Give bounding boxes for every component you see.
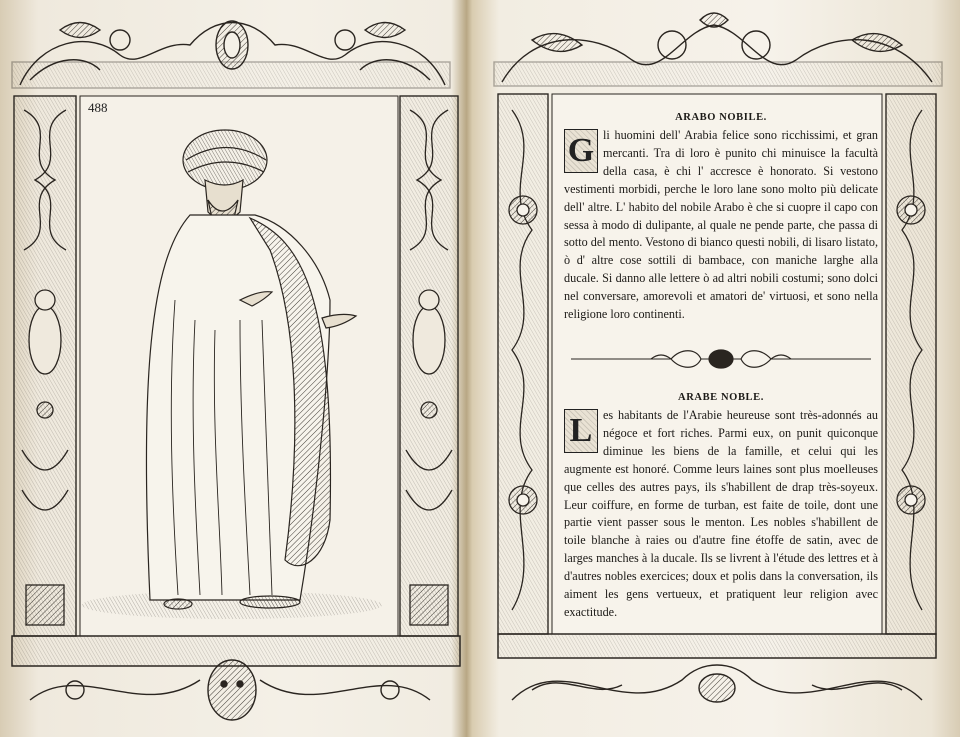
- section-divider-ornament: [571, 348, 871, 370]
- right-page-left-column: [498, 94, 548, 634]
- right-pilaster: [400, 96, 458, 636]
- text-panel: [564, 112, 878, 622]
- italian-heading: ARABO NOBILE.: [675, 112, 767, 123]
- bottom-mask-ornament: [12, 636, 460, 720]
- french-paragraph: [564, 407, 878, 622]
- bottom-scroll-ornament: [498, 634, 936, 702]
- left-ornamental-frame: [0, 0, 468, 737]
- italian-drop-cap: G: [564, 129, 598, 173]
- right-page-right-column: [886, 94, 936, 634]
- right-page: [472, 0, 960, 737]
- french-heading: ARABE NOBLE.: [678, 391, 764, 403]
- french-text: es habitants de l'Arabie heureuse sont très-adonnés au négoce et fort riches. Parmi eux, on punit quiconque diminue les biens de la famille, et celui qui les augmente est honoré. Comme leurs laines sont plus moelleuses que celles des autres pays, ils s'habillent de drap très-soyeux. Leur coiffure, en forme de turban, est faite de toile, dont une partie vient passer sous le menton. Les nobles s'habillent de toile blanche à raies ou d'autre fine étoffe de satin, avec de larges manches à la ducale. Ils se livrent à l'étude des lettres et à d'autres nobles exercices; doux et polis dans la conversation, ils aiment les gens vertueux, et pratiquent leur religion avec exactitude.: [564, 407, 878, 619]
- top-scroll-ornament: [12, 21, 450, 88]
- french-drop-cap: L: [564, 409, 598, 453]
- left-page: [0, 0, 468, 737]
- page-number: 488: [88, 100, 108, 115]
- top-bird-ornament: [494, 13, 942, 86]
- left-pilaster: [14, 96, 76, 636]
- italian-paragraph: [564, 127, 878, 324]
- italian-text: li huomini dell' Arabia felice sono ricchissimi, et gran mercanti. Tra di loro è punito chi minuisce la facultà della casa, è chi l' accresce è honorato. Si vestono vestimenti morbidi, perche le loro lane sono molto più delicate dell' altre. L' habito del nobile Arabo è che si cuopre il capo con sessa à modo di dulipante, al quale ne pende parte, che passa di sotto del mento. Vestono di bianco questi nobili, di lisaro listato, ò d' altre cose sottili di bambace, con maniche larghe alla ducale. Si danno alle lettere ò ad altri nobili costumi; sono dolci nel conversare, amorevoli et amatori de' virtuosi, et sono nella religione loro continenti.: [564, 128, 878, 322]
